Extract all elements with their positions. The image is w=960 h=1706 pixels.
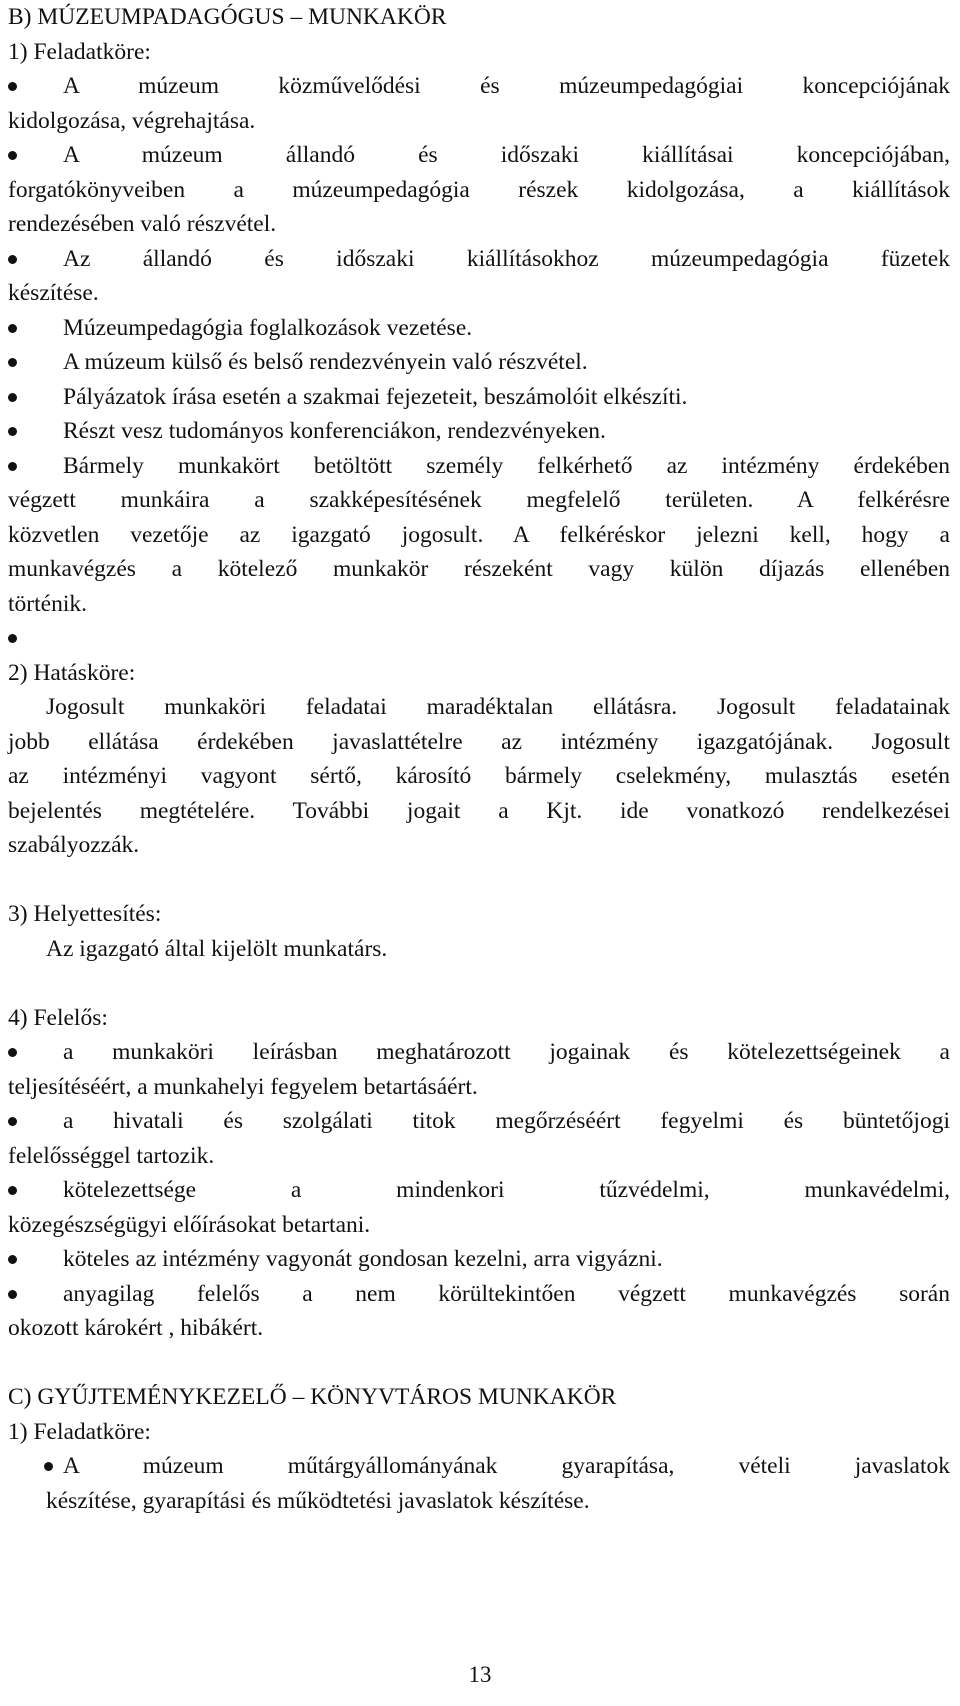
hataskor-line: bejelentés megtételére. További jogait a Kjt. ide vonatkozó rendelkezései xyxy=(8,797,950,824)
list-item-text: Pályázatok írása esetén a szakmai fejezeteit, beszámolóit elkészíti. xyxy=(63,383,688,410)
list-item xyxy=(8,1449,950,1518)
list-item xyxy=(8,1035,950,1104)
section-b-helyettesites-heading: 3) Helyettesítés: xyxy=(8,901,162,927)
hataskor-line: szabályozzák. xyxy=(8,832,140,858)
list-item-text: a hivatali és szolgálati titok megőrzéséért fegyelmi és büntetőjogi xyxy=(63,1108,950,1134)
list-item xyxy=(8,380,950,415)
bullet-icon xyxy=(44,1462,53,1471)
bullet-icon xyxy=(8,634,17,643)
bullet-icon xyxy=(8,462,17,471)
list-item-continuation: munkavégzés a kötelező munkakör részeként vagy külön díjazás ellenében xyxy=(8,556,950,582)
list-item-continuation: kidolgozása, végrehajtása. xyxy=(8,107,256,134)
list-item xyxy=(8,345,950,380)
hataskor-line: jobb ellátása érdekében javaslattételre az intézmény igazgatójának. Jogosult xyxy=(8,728,950,755)
list-item xyxy=(8,69,950,138)
list-item-text: Múzeumpedagógia foglalkozások vezetése. xyxy=(63,314,473,341)
list-item-text: A múzeum külső és belső rendezvényein való részvétel. xyxy=(63,349,588,375)
section-b-hataskore-heading: 2) Hatásköre: xyxy=(8,659,136,686)
bullet-icon xyxy=(8,427,17,436)
list-item-continuation: forgatókönyveiben a múzeumpedagógia részek kidolgozása, a kiállítások xyxy=(8,176,950,203)
list-item-continuation: okozott károkért , hibákért. xyxy=(8,1315,264,1341)
section-b-felelos-heading: 4) Felelős: xyxy=(8,1004,108,1031)
list-item xyxy=(8,1104,950,1173)
bullet-icon xyxy=(8,255,17,264)
list-item-text: Az állandó és időszaki kiállításokhoz múzeumpedagógia füzetek xyxy=(63,245,950,272)
list-item-continuation: teljesítéséért, a munkahelyi fegyelem betartásáért. xyxy=(8,1073,478,1100)
bullet-icon xyxy=(8,1290,17,1299)
list-item xyxy=(8,311,950,346)
list-item-text: A múzeum állandó és időszaki kiállításai koncepciójában, xyxy=(63,142,950,168)
list-item-continuation: közegészségügyi előírásokat betartani. xyxy=(8,1211,371,1238)
list-item xyxy=(8,414,950,449)
list-item-continuation: rendezésében való részvétel. xyxy=(8,211,277,237)
list-item xyxy=(8,242,950,311)
list-item-text: kötelezettsége a mindenkori tűzvédelmi, munkavédelmi, xyxy=(63,1177,950,1203)
list-item-continuation: történik. xyxy=(8,590,87,617)
bullet-icon xyxy=(8,82,17,91)
page-number: 13 xyxy=(468,1662,492,1687)
list-item-continuation: végzett munkáira a szakképesítésének megfelelő területen. A felkérésre xyxy=(8,487,950,513)
bullet-icon xyxy=(8,324,17,333)
hataskor-line: az intézményi vagyont sértő, károsító bármely cselekmény, mulasztás esetén xyxy=(8,763,950,789)
list-item xyxy=(8,1242,950,1277)
list-item xyxy=(8,1173,950,1242)
list-item-empty xyxy=(8,621,950,656)
list-item-text: Bármely munkakört betöltött személy felkérhető az intézmény érdekében xyxy=(63,452,950,479)
bullet-icon xyxy=(8,1186,17,1195)
bullet-icon xyxy=(8,1117,17,1126)
bullet-icon xyxy=(8,358,17,367)
list-item-text: Részt vesz tudományos konferenciákon, rendezvényeken. xyxy=(63,418,606,444)
list-item xyxy=(8,449,950,622)
list-item-text: A múzeum műtárgyállományának gyarapítása, vételi javaslatok xyxy=(63,1453,950,1479)
list-item xyxy=(8,1277,950,1346)
list-item-continuation: készítése, gyarapítási és működtetési javaslatok készítése. xyxy=(46,1487,590,1514)
bullet-icon xyxy=(8,1048,17,1057)
section-c-title: C) GYŰJTEMÉNYKEZELŐ – KÖNYVTÁROS MUNKAKÖR xyxy=(8,1384,617,1410)
list-item-continuation: készítése. xyxy=(8,280,99,306)
list-item-text: a munkaköri leírásban meghatározott jogainak és kötelezettségeinek a xyxy=(63,1039,950,1065)
list-item-text: A múzeum közművelődési és múzeumpedagógiai koncepciójának xyxy=(63,73,950,99)
bullet-icon xyxy=(8,151,17,160)
list-item xyxy=(8,138,950,242)
list-item-continuation: felelősséggel tartozik. xyxy=(8,1142,215,1169)
section-c-feladatkore-heading: 1) Feladatköre: xyxy=(8,1418,151,1445)
bullet-icon xyxy=(8,393,17,402)
document-page xyxy=(8,0,950,1518)
list-item-text: köteles az intézmény vagyonát gondosan kezelni, arra vigyázni. xyxy=(63,1246,663,1272)
hataskor-line: Jogosult munkaköri feladatai maradéktalan ellátásra. Jogosult feladatainak xyxy=(46,694,950,720)
section-b-feladatkore-heading: 1) Feladatköre: xyxy=(8,38,151,65)
helyettesites-text: Az igazgató által kijelölt munkatárs. xyxy=(46,935,388,962)
list-item-continuation: közvetlen vezetője az igazgató jogosult. A felkéréskor jelezni kell, hogy a xyxy=(8,521,950,548)
section-b-title: B) MÚZEUMPADAGÓGUS – MUNKAKÖR xyxy=(8,4,447,30)
list-item-text: anyagilag felelős a nem körültekintően végzett munkavégzés során xyxy=(63,1280,950,1307)
bullet-icon xyxy=(8,1255,17,1264)
